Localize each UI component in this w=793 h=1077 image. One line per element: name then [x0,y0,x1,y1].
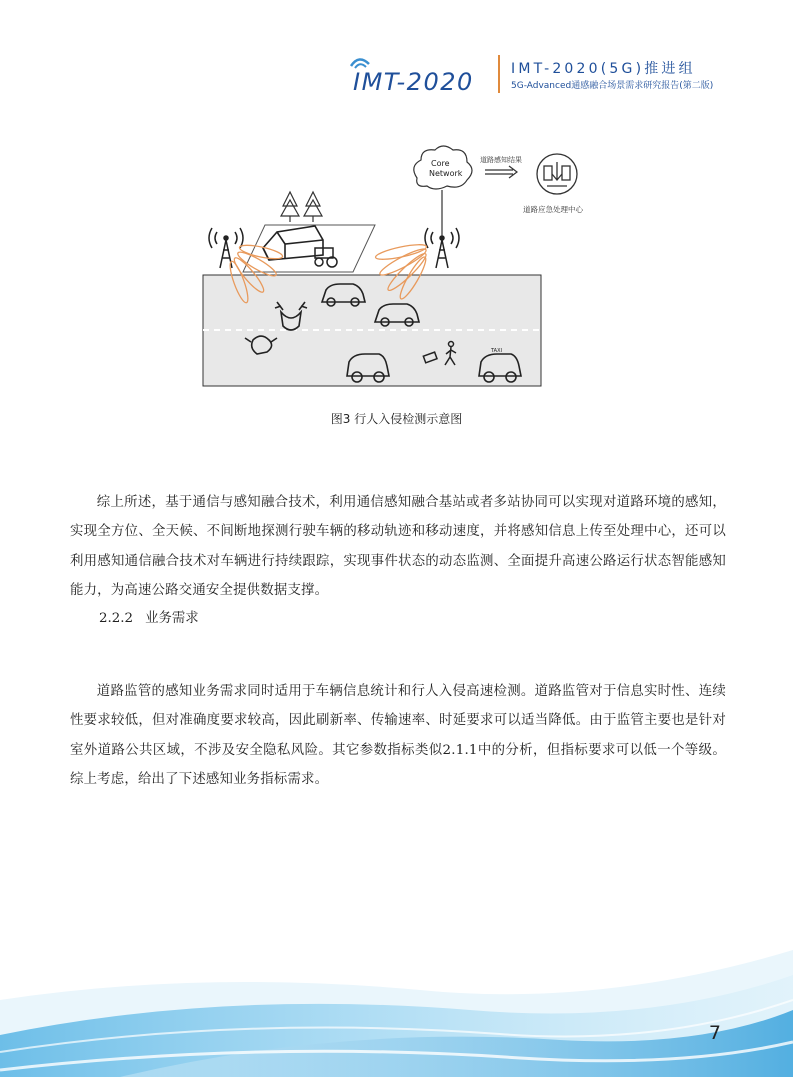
center-label: 道路应急处理中心 [523,205,583,214]
header-title: IMT-2020(5G)推进组 [511,61,696,77]
core-network-label: Core [431,159,450,168]
section-title: 业务需求 [145,611,199,626]
arrow-label: 道路感知结果 [480,156,522,164]
logo-text: IMT-2020 [353,68,474,96]
base-station-icon [209,228,243,268]
emergency-center-icon [537,154,577,194]
paragraph: 综上所述，基于通信与感知融合技术，利用通信感知融合基站或者多站协同可以实现对道路环境的感知，实现全方位、全天候、不间断地探测行驶车辆的移动轨迹和移动速度，并将感知信息上传至处理中心，还可以利用感知通信融合技术对车辆进行持续跟踪，实现事件状态的动态监测、全面提升高速公路运行状态智能感知能力，为高速公路交通安全提供数据支撑。 [70,495,726,598]
page-number: 7 [708,1022,721,1044]
header-divider [498,55,500,93]
intrusion-detection-diagram [195,140,595,390]
section-heading [99,604,199,633]
core-network-label: Network [429,169,463,178]
imt2020-logo [345,52,490,97]
footer-wave-decoration [0,930,793,1077]
house-icon [263,226,323,260]
paragraph: 道路监管的感知业务需求同时适用于车辆信息统计和行人入侵高速检测。道路监管对于信息实时性、连续性要求较低，但对准确度要求较高，因此刷新率、传输速率、时延要求可以适当降低。由于监管主要也是针对室外道路公共区域，不涉及安全隐私风险。其它参数指标类似2.1.1中的分析，但指标要求可以低一个等级。综上考虑，给出了下述感知业务指标需求。 [70,684,726,787]
arrow-icon [485,166,517,178]
header-subtitle: 5G-Advanced通感融合场景需求研究报告(第二版) [511,81,714,91]
tractor-icon [315,248,337,267]
taxi-label: TAXI [491,348,502,354]
figure-caption: 图3 行人入侵检测示意图 [330,412,463,426]
section-number: 2.2.2 [99,611,134,626]
tree-icon [281,192,322,222]
